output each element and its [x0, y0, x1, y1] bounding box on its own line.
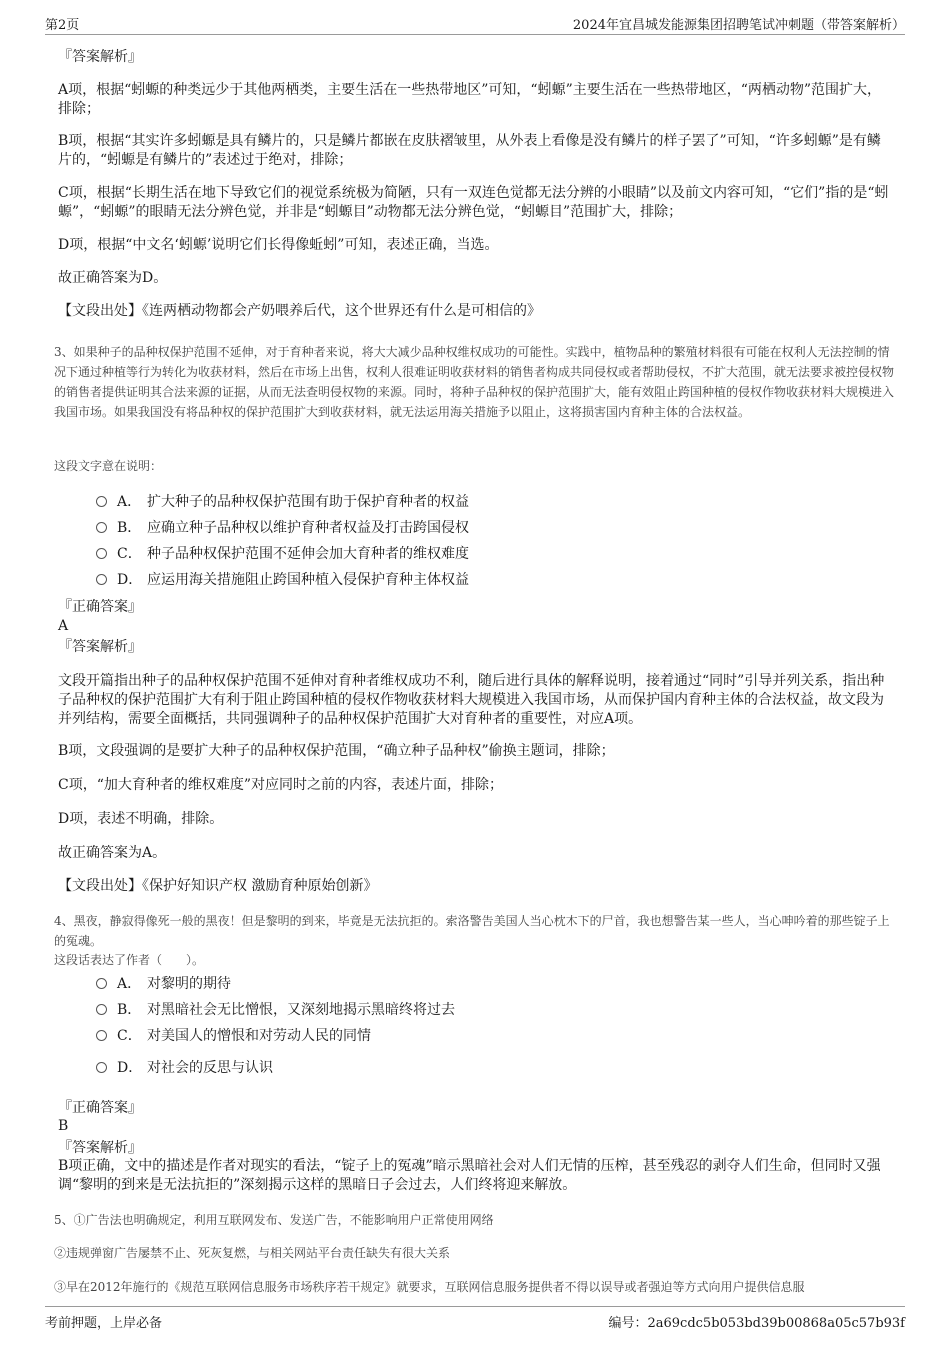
radio-icon[interactable] — [96, 1004, 107, 1015]
analysis-c: C项，“加大育种者的维权难度”对应同时之前的内容，表述片面，排除； — [58, 777, 504, 793]
analysis-label: 『答案解析』 — [58, 1140, 142, 1156]
analysis-d: D项，根据“中文名‘蚓螈’说明它们长得像蚯蚓”可知，表述正确，当选。 — [58, 237, 499, 253]
conclusion: 故正确答案为D。 — [58, 270, 168, 286]
source: 【文段出处】《连两栖动物都会产奶喂养后代，这个世界还有什么是可相信的》 — [58, 303, 541, 319]
question-3-option-c[interactable]: C． 种子品种权保护范围不延伸会加大育种者的维权难度 — [96, 544, 796, 564]
source: 【文段出处】《保护好知识产权 激励育种原始创新》 — [58, 878, 378, 894]
page-header — [45, 10, 905, 35]
radio-icon[interactable] — [96, 574, 107, 585]
question-3-stem: 3、如果种子的品种权保护范围不延伸，对于育种者来说，将大大减少品种权维权成功的可能性。实践中，植物品种的繁殖材料很有可能在权利人无法控制的情况下通过种植等行为转化为收获材料，然后在市场上出售，权利人很难证明收获材料的销售者构成共同侵权或者帮助侵权，不扩大范围，就无法要求被控侵权物的销售者提供证明其合法来源的证据，从而无法查明侵权物的来源。同时，将种子品种权的保护范围扩大，能有效阻止跨国种植的侵权作物收获材料大规模进入我国市场。如果我国没有将品种权的保护范围扩大到收获材料，就无法运用海关措施予以阻止，这将损害国内育种主体的合法权益。 — [54, 345, 895, 419]
radio-icon[interactable] — [96, 548, 107, 559]
correct-answer-label: 『正确答案』 — [58, 599, 142, 615]
question-4-prompt: 这段话表达了作者（ ）。 — [54, 953, 205, 967]
analysis-label: 『答案解析』 — [58, 49, 142, 65]
analysis-d: D项，表述不明确，排除。 — [58, 811, 224, 827]
radio-icon[interactable] — [96, 978, 107, 989]
question-4-option-b[interactable]: B． 对黑暗社会无比憎恨，又深刻地揭示黑暗终将过去 — [96, 1000, 796, 1020]
analysis-label: 『答案解析』 — [58, 639, 142, 655]
question-5-line-1: 5、①广告法也明确规定，利用互联网发布、发送广告，不能影响用户正常使用网络 — [54, 1213, 494, 1227]
radio-icon[interactable] — [96, 1030, 107, 1041]
analysis-main: 文段开篇指出种子的品种权保护范围不延伸对育种者维权成功不利，随后进行具体的解释说明，接着通过“同时”引导并列关系，指出种子品种权的保护范围扩大有利于阻止跨国种植的侵权作物收获材料大规模进入我国市场，从而保护国内育种主体的合法权益，故文段为并列结构，需要全面概括，共同强调种子的品种权保护范围扩大对育种者的重要性，对应A项。 — [58, 673, 885, 727]
correct-answer-label: 『正确答案』 — [58, 1100, 142, 1116]
correct-answer: B — [58, 1118, 69, 1134]
analysis-b: B项，根据“其实许多蚓螈是具有鳞片的，只是鳞片都嵌在皮肤褶皱里，从外表上看像是没有鳞片的样子罢了”可知，“许多蚓螈”是有鳞片的，“蚓螈是有鳞片的”表述过于绝对，排除； — [58, 133, 881, 168]
question-4-option-a[interactable]: A． 对黎明的期待 — [96, 974, 796, 994]
radio-icon[interactable] — [96, 496, 107, 507]
analysis-a: A项，根据“蚓螈的种类远少于其他两栖类，主要生活在一些热带地区”可知，“蚓螈”主要生活在一些热带地区，“两栖动物”范围扩大，排除； — [58, 82, 882, 117]
conclusion: 故正确答案为A。 — [58, 845, 167, 861]
question-5-line-3: ③早在2012年施行的《规范互联网信息服务市场秩序若干规定》就要求，互联网信息服务提供者不得以误导或者强迫等方式向用户提供信息服 — [54, 1280, 805, 1294]
question-3-option-d[interactable]: D． 应运用海关措施阻止跨国种植入侵保护育种主体权益 — [96, 570, 796, 590]
document-title: 2024年宜昌城发能源集团招聘笔试冲刺题（带答案解析） — [572, 18, 905, 33]
question-4-option-d[interactable]: D． 对社会的反思与认识 — [96, 1058, 796, 1078]
analysis-b: B项，文段强调的是要扩大种子的品种权保护范围，“确立种子品种权”偷换主题词，排除； — [58, 743, 615, 759]
question-4-option-c[interactable]: C． 对美国人的憎恨和对劳动人民的同情 — [96, 1026, 796, 1046]
question-3-prompt: 这段文字意在说明： — [54, 459, 163, 473]
analysis-c: C项，根据“长期生活在地下导致它们的视觉系统极为简陋，只有一双连色觉都无法分辨的小眼睛”以及前文内容可知，“它们”指的是“蚓螈”，“蚓螈”的眼睛无法分辨色觉，并非是“蚓螈目”动物都无法分辨色觉，“蚓螈目”范围扩大，排除； — [58, 185, 889, 220]
analysis-main: B项正确，文中的描述是作者对现实的看法，“锭子上的冤魂”暗示黑暗社会对人们无情的压榨，甚至残忍的剥夺人们生命，但同时又强调“黎明的到来是无法抗拒的”深刻揭示这样的黑暗日子会过去，人们终将迎来解放。 — [58, 1158, 881, 1193]
question-4-stem: 4、黑夜，静寂得像死一般的黑夜！但是黎明的到来，毕竟是无法抗拒的。索洛警告美国人当心枕木下的尸首，我也想警告某一些人，当心呻吟着的那些锭子上的冤魂。 — [54, 914, 890, 948]
document-code: 编号：2a69cdc5b053bd39b00868a05c57b93f — [608, 1316, 905, 1331]
footer-slogan: 考前押题，上岸必备 — [45, 1316, 163, 1331]
question-3-option-a[interactable]: A． 扩大种子的品种权保护范围有助于保护育种者的权益 — [96, 492, 796, 512]
correct-answer: A — [58, 618, 69, 634]
page-footer — [45, 1306, 905, 1331]
page-number: 第2页 — [45, 18, 80, 33]
question-5-line-2: ②违规弹窗广告屡禁不止、死灰复燃，与相关网站平台责任缺失有很大关系 — [54, 1246, 451, 1260]
radio-icon[interactable] — [96, 1062, 107, 1073]
question-3-option-b[interactable]: B． 应确立种子品种权以维护育种者权益及打击跨国侵权 — [96, 518, 796, 538]
radio-icon[interactable] — [96, 522, 107, 533]
